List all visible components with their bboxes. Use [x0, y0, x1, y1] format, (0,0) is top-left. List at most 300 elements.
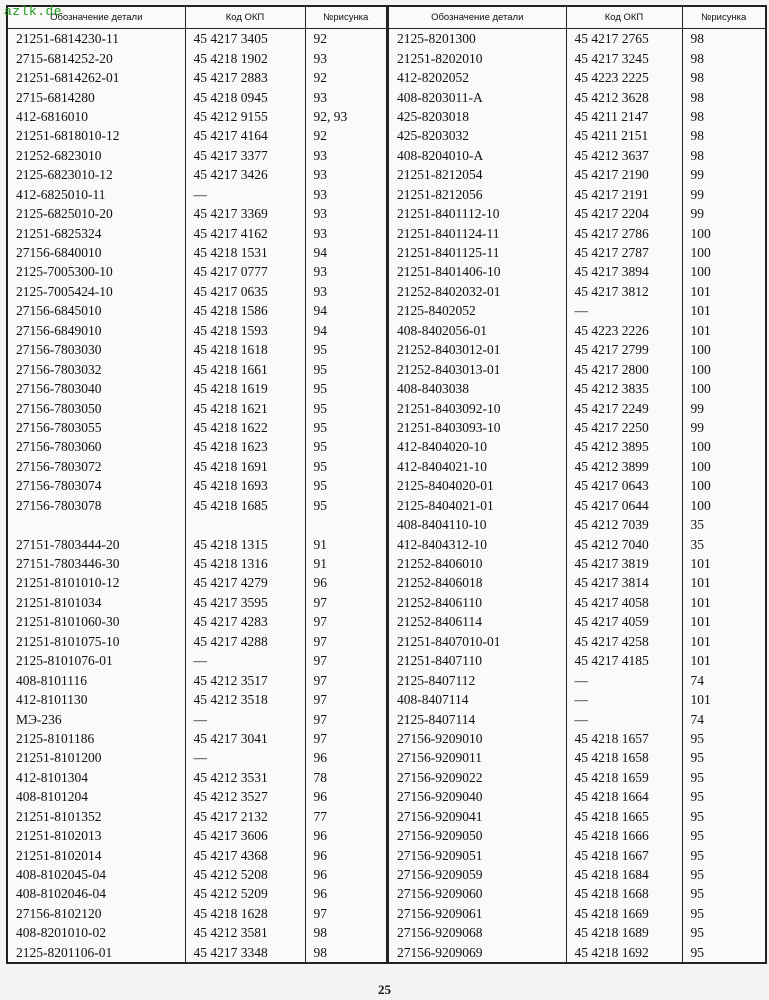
- table-row: [8, 787, 386, 806]
- page-number: 25: [378, 982, 391, 997]
- okp-code-cell: 45 4217 4368: [185, 845, 305, 864]
- figure-number-cell: 101: [690, 594, 711, 610]
- part-designation-cell: 27156-9209010: [389, 729, 566, 748]
- figure-number-cell: 92, 93: [313, 108, 348, 124]
- figure-number-cell: [305, 515, 386, 534]
- table-row: [8, 282, 386, 301]
- figure-number-cell: 95: [313, 458, 327, 474]
- okp-code-cell: 45 4218 1666: [566, 826, 682, 845]
- header-okp-code: Код ОКП: [566, 7, 682, 29]
- okp-code-cell: 45 4212 9155: [185, 107, 305, 126]
- figure-number-cell: 100: [690, 225, 711, 241]
- table-row: [8, 87, 386, 106]
- okp-code-cell: 45 4218 1902: [185, 48, 305, 67]
- figure-number-cell: 95: [313, 419, 327, 435]
- figure-number-cell: 93: [313, 89, 327, 105]
- table-body: [8, 29, 386, 963]
- part-designation-cell: 27156-6845010: [8, 301, 185, 320]
- table-row: [389, 107, 765, 126]
- okp-code-cell: 45 4212 5209: [185, 884, 305, 903]
- part-designation-cell: 27156-7803032: [8, 359, 185, 378]
- part-designation-cell: 27156-9209022: [389, 768, 566, 787]
- okp-code-cell: 45 4218 1316: [185, 554, 305, 573]
- okp-code-cell: 45 4218 1619: [185, 379, 305, 398]
- part-designation-cell: 21251-8101034: [8, 593, 185, 612]
- part-designation-cell: 27156-7803060: [8, 437, 185, 456]
- part-designation-cell: 27151-7803444-20: [8, 534, 185, 553]
- table-header: [389, 7, 765, 29]
- part-designation-cell: 21251-8401406-10: [389, 262, 566, 281]
- table-row: [8, 359, 386, 378]
- okp-code-cell: 45 4212 5208: [185, 865, 305, 884]
- figure-number-cell: 93: [313, 283, 327, 299]
- part-designation-cell: 2125-8404021-01: [389, 496, 566, 515]
- table-row: [389, 437, 765, 456]
- part-designation-cell: 27156-9209061: [389, 904, 566, 923]
- table-row: [389, 748, 765, 767]
- table-row: [8, 321, 386, 340]
- okp-code-cell: 45 4218 1623: [185, 437, 305, 456]
- figure-number-cell: 97: [313, 730, 327, 746]
- okp-code-cell: 45 4218 1693: [185, 476, 305, 495]
- part-designation-cell: 27156-7803074: [8, 476, 185, 495]
- table-row: [8, 573, 386, 592]
- part-designation-cell: 21251-8401112-10: [389, 204, 566, 223]
- part-designation-cell: 408-8101204: [8, 787, 185, 806]
- part-designation-cell: 27156-9209059: [389, 865, 566, 884]
- okp-code-cell: 45 4218 1622: [185, 418, 305, 437]
- okp-code-cell: 45 4212 7039: [566, 515, 682, 534]
- okp-code-cell: —: [566, 690, 682, 709]
- part-designation-cell: 425-8203032: [389, 126, 566, 145]
- table-row: [8, 418, 386, 437]
- table-row: [389, 593, 765, 612]
- okp-code-cell: 45 4212 3527: [185, 787, 305, 806]
- figure-number-cell: 95: [690, 828, 704, 844]
- table-row: [389, 632, 765, 651]
- figure-number-cell: 95: [690, 730, 704, 746]
- part-designation-cell: 2125-8101186: [8, 729, 185, 748]
- part-designation-cell: 412-8404021-10: [389, 457, 566, 476]
- okp-code-cell: 45 4218 1658: [566, 748, 682, 767]
- figure-number-cell: 100: [690, 381, 711, 397]
- part-designation-cell: 27156-9209011: [389, 748, 566, 767]
- part-designation-cell: 27156-6840010: [8, 243, 185, 262]
- part-designation-cell: 27156-9209060: [389, 884, 566, 903]
- table-row: [8, 865, 386, 884]
- table-row: [8, 185, 386, 204]
- okp-code-cell: 45 4218 1665: [566, 807, 682, 826]
- table-row: [8, 807, 386, 826]
- figure-number-cell: 92: [313, 128, 327, 144]
- figure-number-cell: 99: [690, 419, 704, 435]
- table-row: [389, 146, 765, 165]
- okp-code-cell: [185, 515, 305, 534]
- part-designation-cell: 425-8203018: [389, 107, 566, 126]
- okp-code-cell: —: [185, 651, 305, 670]
- okp-code-cell: 45 4218 1692: [566, 943, 682, 962]
- figure-number-cell: 100: [690, 497, 711, 513]
- figure-number-cell: 101: [690, 633, 711, 649]
- table-row: [389, 573, 765, 592]
- part-designation-cell: 21251-6818010-12: [8, 126, 185, 145]
- okp-code-cell: 45 4217 4185: [566, 651, 682, 670]
- part-designation-cell: 21252-6823010: [8, 146, 185, 165]
- table-row: [389, 243, 765, 262]
- table-row: [389, 709, 765, 728]
- okp-code-cell: 45 4212 3628: [566, 87, 682, 106]
- figure-number-cell: 77: [313, 808, 327, 824]
- part-designation-cell: 21251-8407110: [389, 651, 566, 670]
- figure-number-cell: 97: [313, 633, 327, 649]
- table-row: [389, 359, 765, 378]
- okp-code-cell: 45 4218 1593: [185, 321, 305, 340]
- figure-number-cell: 97: [313, 614, 327, 630]
- okp-code-cell: 45 4217 2250: [566, 418, 682, 437]
- figure-number-cell: 97: [313, 692, 327, 708]
- part-designation-cell: 21251-8101060-30: [8, 612, 185, 631]
- table-row: [389, 87, 765, 106]
- part-designation-cell: 21252-8406010: [389, 554, 566, 573]
- part-designation-cell: 412-6816010: [8, 107, 185, 126]
- figure-number-cell: 96: [313, 886, 327, 902]
- table-row: [389, 826, 765, 845]
- okp-code-cell: 45 4218 1667: [566, 845, 682, 864]
- table-row: [8, 165, 386, 184]
- figure-number-cell: 95: [690, 750, 704, 766]
- okp-code-cell: 45 4217 2800: [566, 359, 682, 378]
- figure-number-cell: 95: [690, 847, 704, 863]
- table-row: [389, 321, 765, 340]
- figure-number-cell: 98: [690, 50, 704, 66]
- okp-code-cell: 45 4217 2204: [566, 204, 682, 223]
- okp-code-cell: 45 4217 0635: [185, 282, 305, 301]
- part-designation-cell: 21251-8212056: [389, 185, 566, 204]
- table-row: [389, 515, 765, 534]
- table-row: [389, 787, 765, 806]
- part-designation-cell: 21251-8101010-12: [8, 573, 185, 592]
- table-row: [389, 48, 765, 67]
- figure-number-cell: 96: [313, 575, 327, 591]
- okp-code-cell: 45 4217 2249: [566, 398, 682, 417]
- part-designation-cell: 408-8102045-04: [8, 865, 185, 884]
- header-figure-number: №рисунка: [682, 7, 765, 29]
- okp-code-cell: 45 4211 2147: [566, 107, 682, 126]
- table-row: [389, 554, 765, 573]
- okp-code-cell: 45 4217 0644: [566, 496, 682, 515]
- part-designation-cell: 21251-8102014: [8, 845, 185, 864]
- table-row: [389, 126, 765, 145]
- part-designation-cell: 2125-8201106-01: [8, 943, 185, 962]
- part-designation-cell: 412-8202052: [389, 68, 566, 87]
- okp-code-cell: 45 4218 1621: [185, 398, 305, 417]
- okp-code-cell: 45 4217 3369: [185, 204, 305, 223]
- okp-code-cell: 45 4218 0945: [185, 87, 305, 106]
- figure-number-cell: 101: [690, 303, 711, 319]
- okp-code-cell: 45 4217 0777: [185, 262, 305, 281]
- table-row: [389, 884, 765, 903]
- table-row: [389, 204, 765, 223]
- okp-code-cell: 45 4223 2225: [566, 68, 682, 87]
- figure-number-cell: 95: [313, 497, 327, 513]
- table-row: [389, 768, 765, 787]
- okp-code-cell: 45 4218 1684: [566, 865, 682, 884]
- okp-code-cell: 45 4217 4288: [185, 632, 305, 651]
- okp-code-cell: 45 4217 4058: [566, 593, 682, 612]
- header-okp-code: Код ОКП: [185, 7, 305, 29]
- table-row: [8, 670, 386, 689]
- table-row: [8, 690, 386, 709]
- figure-number-cell: 94: [313, 245, 327, 261]
- figure-number-cell: 93: [313, 264, 327, 280]
- table-row: [8, 340, 386, 359]
- part-designation-cell: 21251-8403092-10: [389, 398, 566, 417]
- figure-number-cell: 97: [313, 594, 327, 610]
- okp-code-cell: —: [566, 709, 682, 728]
- part-designation-cell: 21251-8212054: [389, 165, 566, 184]
- okp-code-cell: 45 4218 1691: [185, 457, 305, 476]
- figure-number-cell: 99: [690, 206, 704, 222]
- figure-number-cell: 100: [690, 342, 711, 358]
- table-row: [8, 126, 386, 145]
- okp-code-cell: 45 4218 1661: [185, 359, 305, 378]
- part-designation-cell: 412-6825010-11: [8, 185, 185, 204]
- part-designation-cell: 408-8101116: [8, 670, 185, 689]
- table-row: [389, 729, 765, 748]
- figure-number-cell: 93: [313, 186, 327, 202]
- okp-code-cell: —: [566, 670, 682, 689]
- figure-number-cell: 96: [313, 828, 327, 844]
- part-designation-cell: 27151-7803446-30: [8, 554, 185, 573]
- table-header: [8, 7, 386, 29]
- part-designation-cell: 2125-7005424-10: [8, 282, 185, 301]
- part-designation-cell: 408-8407114: [389, 690, 566, 709]
- header-part-designation: Обозначение детали: [8, 7, 185, 29]
- okp-code-cell: 45 4218 1628: [185, 904, 305, 923]
- okp-code-cell: 45 4212 3581: [185, 923, 305, 942]
- figure-number-cell: 98: [690, 128, 704, 144]
- okp-code-cell: —: [185, 748, 305, 767]
- table-row: [389, 418, 765, 437]
- figure-number-cell: 100: [690, 245, 711, 261]
- figure-number-cell: 98: [313, 925, 327, 941]
- figure-number-cell: 96: [313, 847, 327, 863]
- part-designation-cell: 27156-7803055: [8, 418, 185, 437]
- table-row: [8, 845, 386, 864]
- okp-code-cell: 45 4217 4258: [566, 632, 682, 651]
- table-row: [8, 243, 386, 262]
- part-designation-cell: 27156-9209068: [389, 923, 566, 942]
- figure-number-cell: 91: [313, 536, 327, 552]
- table-row: [8, 943, 386, 962]
- okp-code-cell: 45 4217 3819: [566, 554, 682, 573]
- table-row: [8, 884, 386, 903]
- figure-number-cell: 101: [690, 653, 711, 669]
- part-designation-cell: 21251-8101352: [8, 807, 185, 826]
- figure-number-cell: 35: [690, 536, 704, 552]
- table-row: [389, 185, 765, 204]
- figure-number-cell: 78: [313, 769, 327, 785]
- okp-code-cell: 45 4218 1685: [185, 496, 305, 515]
- part-designation-cell: 27156-7803050: [8, 398, 185, 417]
- figure-number-cell: 74: [690, 672, 704, 688]
- table-row: [8, 457, 386, 476]
- figure-number-cell: 95: [313, 342, 327, 358]
- table-row: [8, 729, 386, 748]
- header-figure-number: №рисунка: [305, 7, 386, 29]
- part-designation-cell: 408-8204010-А: [389, 146, 566, 165]
- table-row: [8, 262, 386, 281]
- part-designation-cell: 2125-8201300: [389, 29, 566, 49]
- table-row: [389, 398, 765, 417]
- okp-code-cell: 45 4217 2883: [185, 68, 305, 87]
- table-row: [389, 29, 765, 49]
- figure-number-cell: 74: [690, 711, 704, 727]
- table-row: [8, 48, 386, 67]
- figure-number-cell: 95: [313, 478, 327, 494]
- part-designation-cell: 2715-6814252-20: [8, 48, 185, 67]
- table-row: [389, 904, 765, 923]
- okp-code-cell: —: [185, 185, 305, 204]
- figure-number-cell: 92: [313, 31, 327, 47]
- figure-number-cell: 95: [690, 789, 704, 805]
- okp-code-cell: 45 4218 1657: [566, 729, 682, 748]
- table-row: [389, 282, 765, 301]
- part-designation-cell: 2125-8407112: [389, 670, 566, 689]
- part-designation-cell: 21251-8401125-11: [389, 243, 566, 262]
- figure-number-cell: 94: [313, 322, 327, 338]
- part-designation-cell: 21251-8101200: [8, 748, 185, 767]
- part-designation-cell: 21251-8101075-10: [8, 632, 185, 651]
- table-row: [8, 204, 386, 223]
- part-designation-cell: 27156-9209041: [389, 807, 566, 826]
- okp-code-cell: 45 4218 1618: [185, 340, 305, 359]
- figure-number-cell: 100: [690, 439, 711, 455]
- table-row: [389, 943, 765, 962]
- figure-number-cell: 101: [690, 283, 711, 299]
- table-row: [389, 68, 765, 87]
- table-row: [8, 398, 386, 417]
- okp-code-cell: 45 4217 3606: [185, 826, 305, 845]
- okp-code-cell: 45 4218 1664: [566, 787, 682, 806]
- part-designation-cell: 21251-6814262-01: [8, 68, 185, 87]
- figure-number-cell: 91: [313, 556, 327, 572]
- okp-code-cell: 45 4212 3518: [185, 690, 305, 709]
- okp-code-cell: 45 4212 3517: [185, 670, 305, 689]
- okp-code-cell: 45 4211 2151: [566, 126, 682, 145]
- figure-number-cell: 93: [313, 225, 327, 241]
- figure-number-cell: 95: [690, 808, 704, 824]
- okp-code-cell: 45 4217 3426: [185, 165, 305, 184]
- okp-code-cell: 45 4218 1586: [185, 301, 305, 320]
- okp-code-cell: 45 4217 3894: [566, 262, 682, 281]
- figure-number-cell: 96: [313, 750, 327, 766]
- table-row: [8, 29, 386, 49]
- table-row: [8, 612, 386, 631]
- table-row: [8, 515, 386, 534]
- figure-number-cell: 97: [313, 711, 327, 727]
- figure-number-cell: 101: [690, 575, 711, 591]
- figure-number-cell: 95: [313, 439, 327, 455]
- part-designation-cell: 27156-7803040: [8, 379, 185, 398]
- okp-code-cell: 45 4212 7040: [566, 534, 682, 553]
- okp-code-cell: 45 4217 4059: [566, 612, 682, 631]
- part-designation-cell: 21251-8102013: [8, 826, 185, 845]
- part-designation-cell: [8, 515, 185, 534]
- part-designation-cell: 21252-8402032-01: [389, 282, 566, 301]
- figure-number-cell: 97: [313, 905, 327, 921]
- table-row: [389, 534, 765, 553]
- part-designation-cell: 412-8101130: [8, 690, 185, 709]
- part-designation-cell: 2125-8404020-01: [389, 476, 566, 495]
- part-designation-cell: 27156-8102120: [8, 904, 185, 923]
- figure-number-cell: 98: [690, 31, 704, 47]
- figure-number-cell: 101: [690, 556, 711, 572]
- okp-code-cell: 45 4217 4164: [185, 126, 305, 145]
- part-designation-cell: МЭ-236: [8, 709, 185, 728]
- okp-code-cell: 45 4217 3245: [566, 48, 682, 67]
- header-part-designation: Обозначение детали: [389, 7, 566, 29]
- table-row: [8, 437, 386, 456]
- figure-number-cell: 95: [690, 867, 704, 883]
- okp-code-cell: 45 4217 3041: [185, 729, 305, 748]
- okp-code-cell: 45 4217 2787: [566, 243, 682, 262]
- okp-code-cell: 45 4223 2226: [566, 321, 682, 340]
- part-designation-cell: 2125-7005300-10: [8, 262, 185, 281]
- table-row: [8, 301, 386, 320]
- okp-code-cell: 45 4217 3812: [566, 282, 682, 301]
- part-designation-cell: 2125-8407114: [389, 709, 566, 728]
- part-designation-cell: 27156-7803078: [8, 496, 185, 515]
- table-row: [8, 146, 386, 165]
- figure-number-cell: 99: [690, 167, 704, 183]
- figure-number-cell: 95: [690, 944, 704, 960]
- part-designation-cell: 27156-9209051: [389, 845, 566, 864]
- table-row: [389, 165, 765, 184]
- part-designation-cell: 21252-8406114: [389, 612, 566, 631]
- figure-number-cell: 101: [690, 614, 711, 630]
- parts-table-right: [387, 5, 767, 964]
- okp-code-cell: 45 4218 1668: [566, 884, 682, 903]
- part-designation-cell: 408-8203011-А: [389, 87, 566, 106]
- table-row: [8, 904, 386, 923]
- part-designation-cell: 412-8101304: [8, 768, 185, 787]
- table-row: [389, 845, 765, 864]
- okp-code-cell: 45 4217 3348: [185, 943, 305, 962]
- table-row: [389, 476, 765, 495]
- okp-code-cell: 45 4212 3899: [566, 457, 682, 476]
- okp-code-cell: 45 4218 1315: [185, 534, 305, 553]
- part-designation-cell: 408-8201010-02: [8, 923, 185, 942]
- part-designation-cell: 408-8404110-10: [389, 515, 566, 534]
- figure-number-cell: 98: [690, 70, 704, 86]
- table-row: [389, 807, 765, 826]
- part-designation-cell: 21251-8401124-11: [389, 223, 566, 242]
- table-row: [389, 670, 765, 689]
- part-designation-cell: 21252-8403012-01: [389, 340, 566, 359]
- table-row: [389, 340, 765, 359]
- okp-code-cell: 45 4217 4283: [185, 612, 305, 631]
- figure-number-cell: 93: [313, 147, 327, 163]
- okp-code-cell: 45 4218 1689: [566, 923, 682, 942]
- figure-number-cell: 95: [690, 905, 704, 921]
- table-row: [8, 68, 386, 87]
- okp-code-cell: 45 4217 3814: [566, 573, 682, 592]
- figure-number-cell: 96: [313, 867, 327, 883]
- part-designation-cell: 27156-9209050: [389, 826, 566, 845]
- table-row: [8, 651, 386, 670]
- figure-number-cell: 93: [313, 167, 327, 183]
